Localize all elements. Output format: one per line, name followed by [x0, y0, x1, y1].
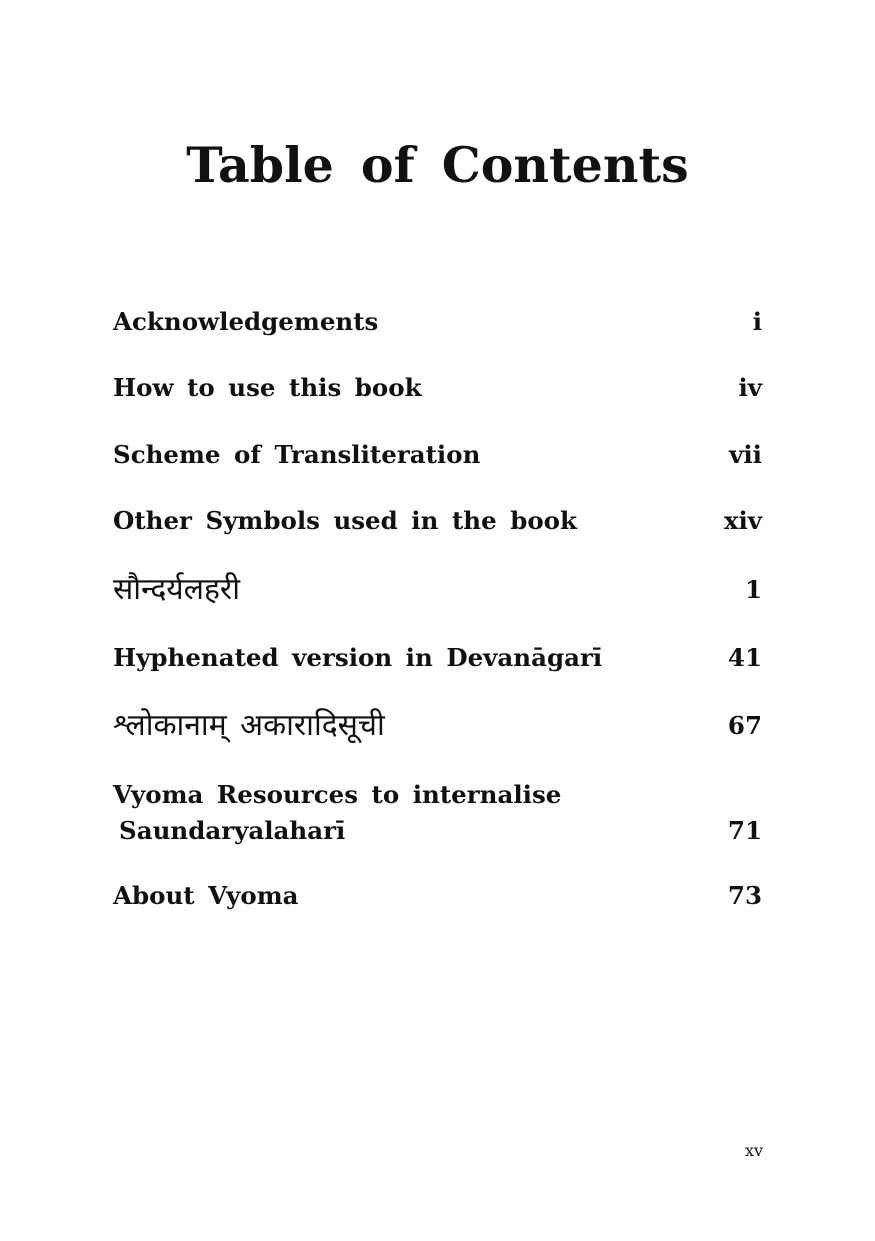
toc-entry-title-line-1: Vyoma Resources to internalise: [113, 780, 562, 809]
toc-entry-page-number: vii: [729, 440, 762, 469]
toc-entry-transliteration[interactable]: [113, 437, 762, 473]
toc-entry-title-line-2: Saundaryalaharī: [119, 816, 346, 845]
toc-entry-title: Other Symbols used in the book: [113, 506, 577, 535]
toc-entry-page-number: 67: [727, 711, 762, 740]
toc-entry-title: सौन्दर्यलहरी: [113, 572, 240, 607]
toc-entry-title: Hyphenated version in Devanāgarī: [113, 643, 603, 672]
toc-entry-page-number: 71: [727, 816, 762, 845]
page-folio-number: xv: [744, 1141, 763, 1160]
toc-entry-page-number: iv: [738, 373, 762, 402]
toc-entry-vyoma-resources[interactable]: [113, 777, 762, 849]
toc-entry-about-vyoma[interactable]: [113, 878, 762, 914]
toc-entry-saundaryalahari[interactable]: [113, 572, 762, 608]
toc-entry-acknowledgements[interactable]: [113, 304, 762, 340]
toc-entry-hyphenated-version[interactable]: [113, 640, 762, 676]
toc-entry-title: श्लोकानाम् अकारादिसूची: [113, 708, 385, 743]
toc-entry-page-number: 1: [744, 575, 762, 604]
toc-entry-title: Scheme of Transliteration: [113, 440, 481, 469]
toc-entry-title: About Vyoma: [113, 881, 299, 910]
toc-entry-title: [113, 777, 673, 849]
page-title: Table of Contents: [186, 136, 689, 194]
toc-entry-other-symbols[interactable]: [113, 503, 762, 539]
toc-entry-title: How to use this book: [113, 373, 422, 402]
toc-entry-shloka-index[interactable]: [113, 708, 762, 744]
toc-entry-title: Acknowledgements: [113, 307, 379, 336]
toc-entry-page-number: xiv: [723, 506, 762, 535]
toc-entry-page-number: i: [752, 307, 762, 336]
toc-entry-page-number: 73: [727, 881, 762, 910]
toc-entry-page-number: 41: [727, 643, 762, 672]
toc-entry-how-to-use[interactable]: [113, 370, 762, 406]
